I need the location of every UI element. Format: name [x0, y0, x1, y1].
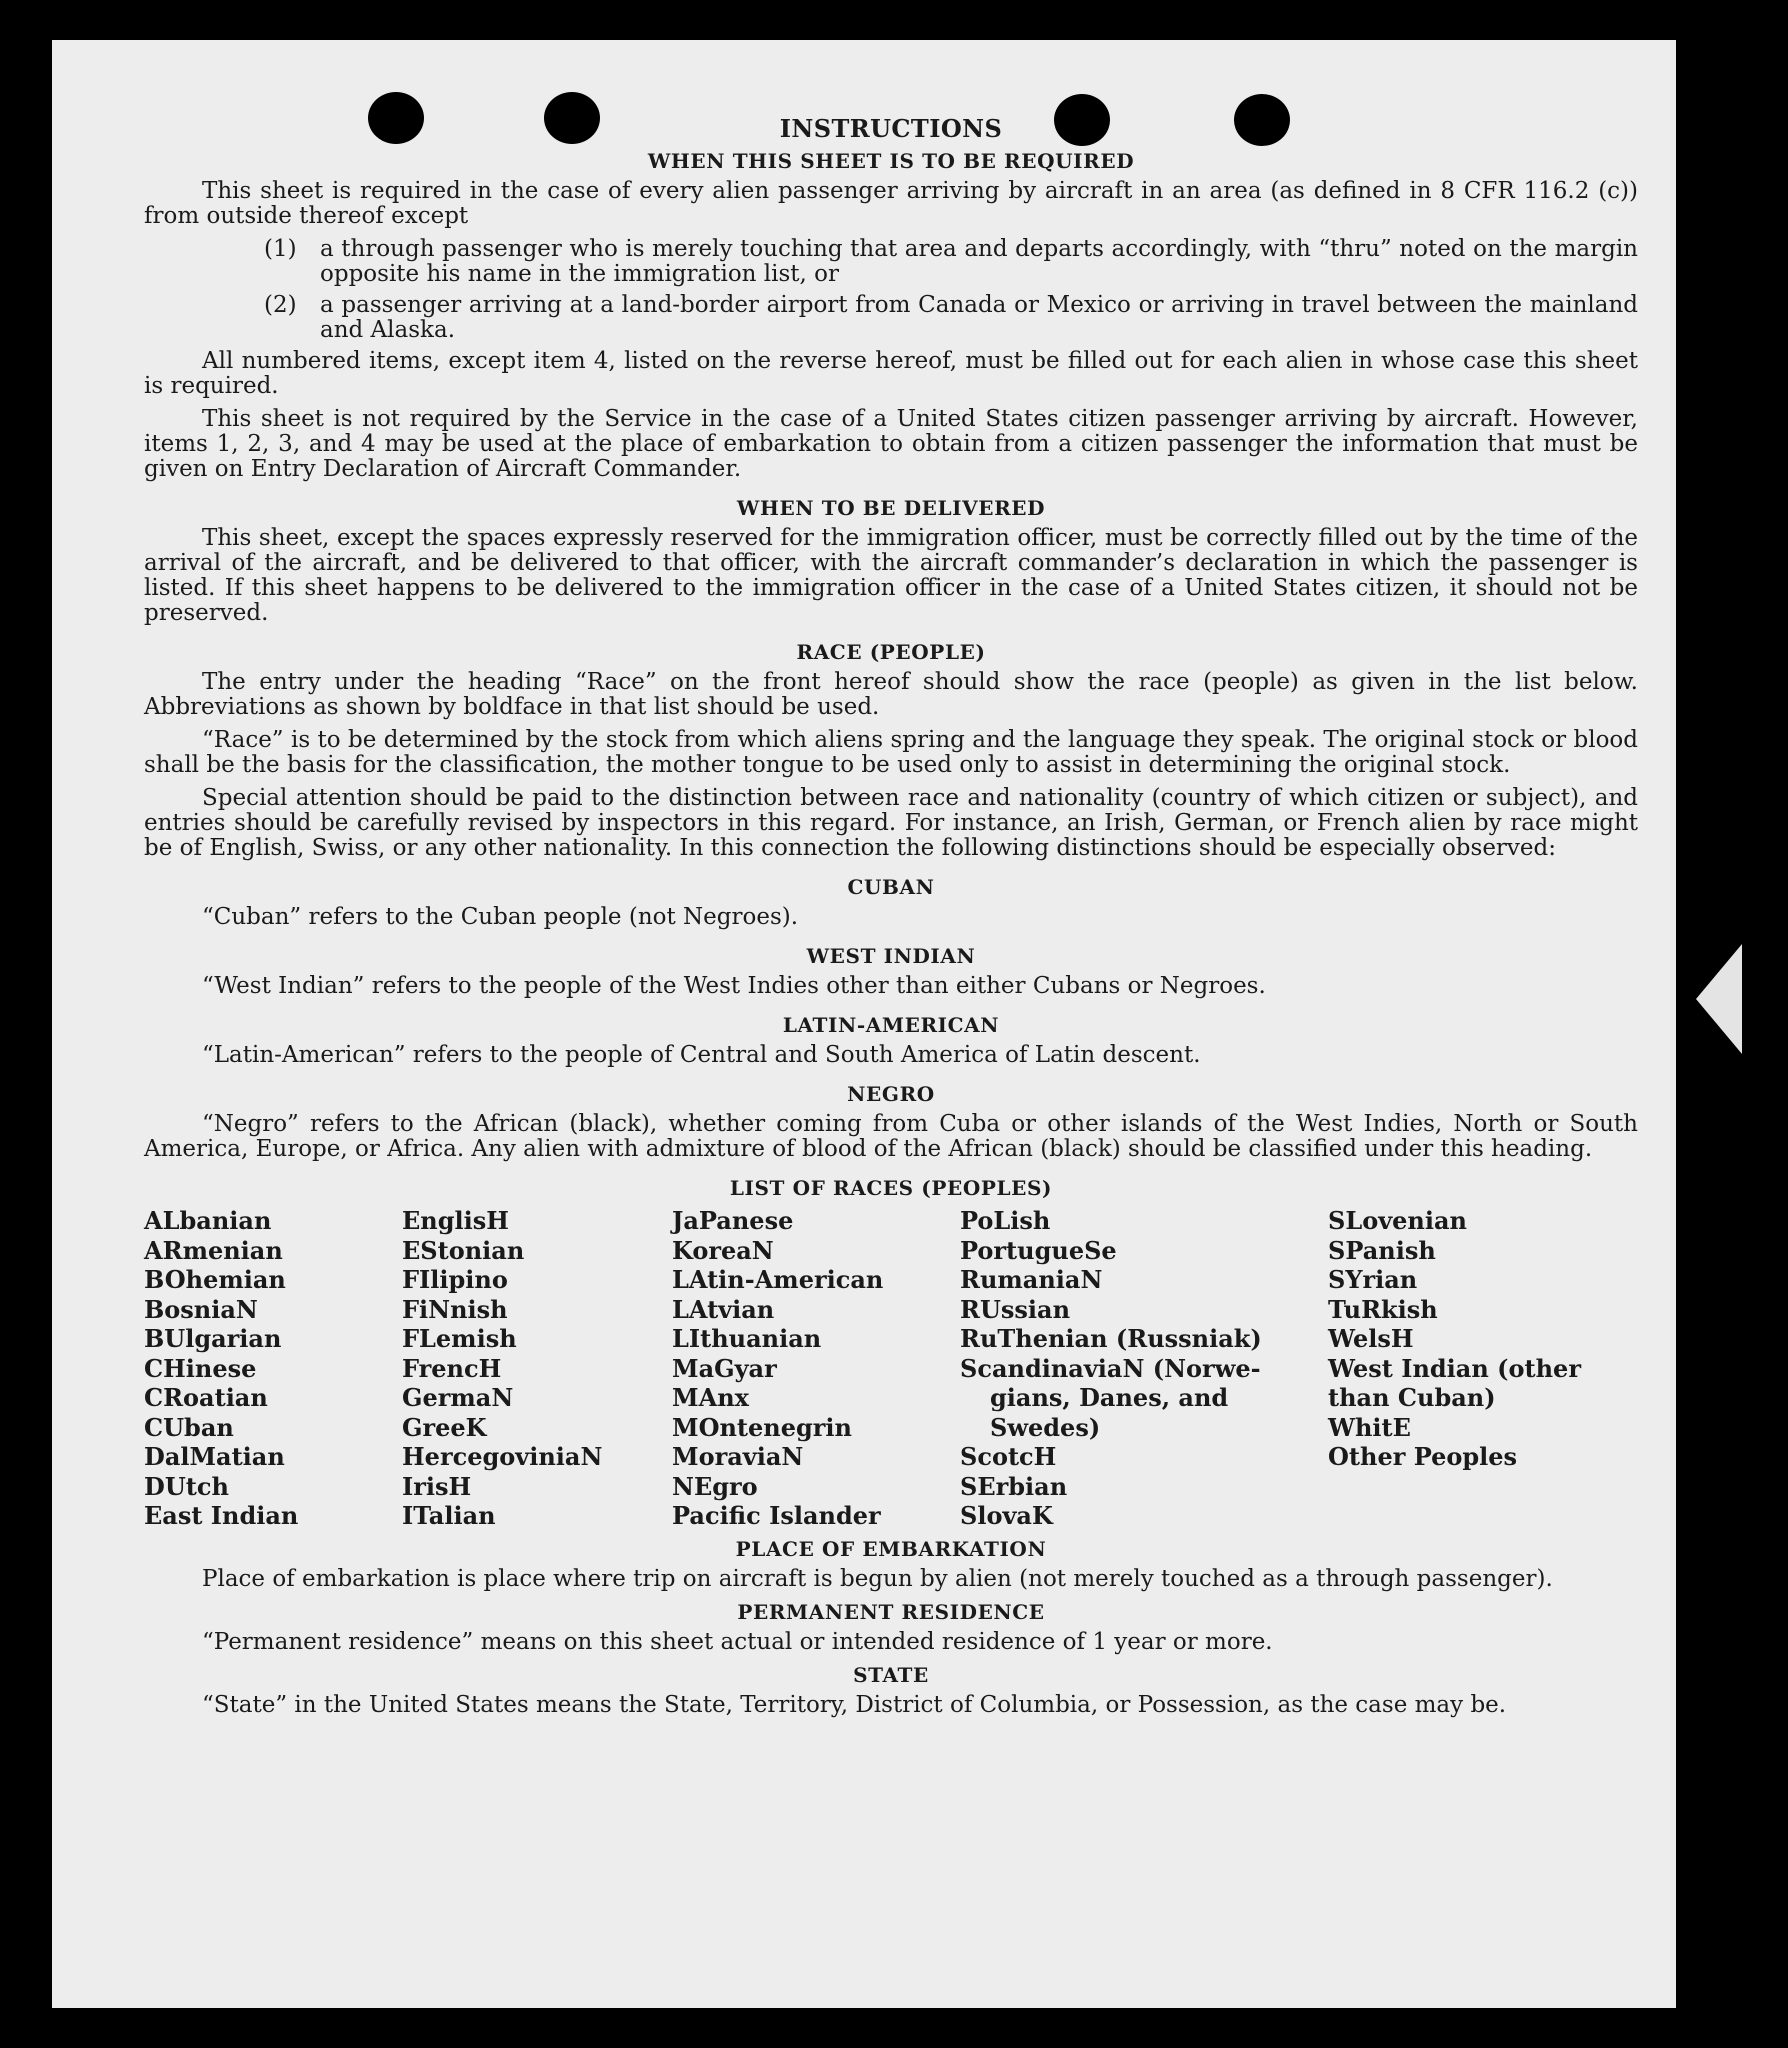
race-entry: BUlgarian [144, 1324, 282, 1353]
race-entry: JaPanese [672, 1206, 794, 1235]
race-entry: DalMatian [144, 1442, 285, 1471]
race-entry: MAnx [672, 1383, 749, 1412]
race-entry: LIthuanian [672, 1324, 822, 1353]
section-heading-required: WHEN THIS SHEET IS TO BE REQUIRED [647, 149, 1135, 173]
residence-paragraph: “Permanent residence” means on this sheet actual or intended residence of 1 year or more. [202, 1628, 1273, 1655]
race-entry: RuThenian (Russniak) [960, 1324, 1262, 1353]
race-entry: SPanish [1328, 1235, 1436, 1265]
page-title: INSTRUCTIONS [779, 114, 1003, 143]
required-intro: This sheet is required in the case of every alien passenger arriving by aircraft in an area (as defined in 8 CFR 116.2 (c)) from outside thereof except [144, 178, 1638, 229]
races-list [144, 1206, 1638, 1531]
exception-item [264, 237, 1638, 287]
race-entry: Other Peoples [1328, 1442, 1518, 1471]
race-entry: than Cuban) [1328, 1383, 1496, 1412]
race-entry: RUssian [960, 1294, 1071, 1324]
section-heading-state: STATE [853, 1662, 929, 1687]
race-entry: TuRkish [1328, 1294, 1438, 1324]
race-entry: HercegoviniaN [402, 1442, 603, 1471]
section-heading-cuban: CUBAN [847, 875, 935, 899]
exception-item [264, 293, 1638, 343]
race-entry: NEgro [672, 1471, 758, 1501]
race-entry: FrencH [402, 1353, 502, 1383]
section-heading-embarkation: PLACE OF EMBARKATION [735, 1536, 1047, 1561]
race-entry: FiNnish [402, 1294, 508, 1324]
race-paragraph-3: Special attention should be paid to the distinction between race and nationality (country of which citizen or subject), and entries should be carefully revised by inspectors in this regard. For instance, an Irish, German, or French alien by race might be of English, Swiss, or any other nationality. In this connection the following distinctions should be especially observed: [144, 785, 1638, 861]
race-entry: EnglisH [402, 1206, 509, 1235]
negro-paragraph: “Negro” refers to the African (black), whether coming from Cuba or other islands of the West Indies, North or South America, Europe, or Africa. Any alien with admixture of blood of the African (black) should be classified under this heading. [144, 1111, 1638, 1162]
race-entry: LAtin-American [672, 1265, 884, 1294]
section-heading-latin-american: LATIN-AMERICAN [782, 1013, 1000, 1037]
document-page [52, 40, 1676, 2008]
delivered-paragraph: This sheet, except the spaces expressly reserved for the immigration officer, must be correctly filled out by the time of the arrival of the aircraft, and be delivered to that officer, with the aircraft commander’s declaration in which the passenger is listed. If this sheet happens to be delivered to the immigration officer in the case of a United States citizen, it should not be preserved. [144, 525, 1638, 626]
race-paragraph-2: “Race” is to be determined by the stock from which aliens spring and the language they speak. The original stock or blood shall be the basis for the classification, the mother tongue to be used only to assist in determining the original stock. [144, 727, 1638, 778]
race-entry: CHinese [144, 1353, 257, 1383]
exception-number: (1) [264, 236, 297, 262]
exception-text: a passenger arriving at a land-border airport from Canada or Mexico or arriving in travel between the mainland and Alaska. [320, 292, 1638, 343]
race-entry: MOntenegrin [672, 1412, 852, 1442]
race-entry: FLemish [402, 1324, 517, 1353]
race-entry: PortugueSe [960, 1235, 1117, 1265]
race-entry: MaGyar [672, 1353, 777, 1383]
west-indian-paragraph: “West Indian” refers to the people of the West Indies other than either Cubans or Negroes. [202, 973, 1266, 999]
race-entry: East Indian [144, 1501, 299, 1530]
race-entry: SlovaK [960, 1501, 1053, 1530]
race-entry: ARmenian [144, 1235, 283, 1265]
race-entry: BOhemian [144, 1265, 286, 1294]
race-paragraph-1: The entry under the heading “Race” on the front hereof should show the race (people) as given in the list below. Abbreviations as shown by boldface in that list should be used. [144, 669, 1638, 720]
race-entry: ScandinaviaN (Norwe- [960, 1353, 1261, 1383]
race-entry: ITalian [402, 1501, 496, 1530]
race-entry: IrisH [402, 1471, 472, 1501]
embarkation-paragraph: Place of embarkation is place where trip on aircraft is begun by alien (not merely touched as a through passenger). [202, 1565, 1553, 1592]
section-heading-west-indian: WEST INDIAN [806, 944, 976, 968]
race-entry: KoreaN [672, 1235, 774, 1265]
cuban-paragraph: “Cuban” refers to the Cuban people (not Negroes). [202, 904, 799, 930]
latin-american-paragraph: “Latin-American” refers to the people of Central and South America of Latin descent. [202, 1042, 1201, 1068]
exception-text: a through passenger who is merely touching that area and departs accordingly, with “thru” noted on the margin opposite his name in the immigration list, or [320, 236, 1638, 287]
race-entry: SYrian [1328, 1265, 1418, 1294]
state-paragraph: “State” in the United States means the State, Territory, District of Columbia, or Possession, as the case may be. [202, 1691, 1507, 1718]
race-entry: gians, Danes, and [990, 1383, 1229, 1412]
race-entry: MoraviaN [672, 1442, 804, 1471]
race-entry: RumaniaN [960, 1265, 1103, 1294]
race-entry: Pacific Islander [672, 1501, 881, 1530]
races-column [960, 1206, 1328, 1531]
race-entry: GermaN [402, 1383, 514, 1412]
required-paragraph-3: This sheet is not required by the Service in the case of a United States citizen passenger arriving by aircraft. However, items 1, 2, 3, and 4 may be used at the place of embarkation to obtain from a citizen passenger the information that must be given on Entry Declaration of Aircraft Commander. [144, 406, 1638, 482]
race-entry: CRoatian [144, 1383, 268, 1412]
section-heading-race: RACE (PEOPLE) [796, 640, 986, 664]
section-heading-delivered: WHEN TO BE DELIVERED [736, 496, 1046, 520]
races-column [144, 1206, 402, 1531]
instructions-content [144, 114, 1638, 1726]
race-entry: ScotcH [960, 1442, 1057, 1471]
race-entry: PoLish [960, 1206, 1051, 1235]
race-entry: GreeK [402, 1412, 487, 1442]
race-entry: LAtvian [672, 1294, 775, 1324]
race-entry: WhitE [1328, 1412, 1411, 1442]
races-column [672, 1206, 960, 1531]
race-entry: West Indian (other [1328, 1353, 1581, 1383]
race-entry: SLovenian [1328, 1206, 1467, 1235]
required-paragraph-2: All numbered items, except item 4, listed on the reverse hereof, must be filled out for each alien in whose case this sheet is required. [144, 348, 1638, 399]
section-heading-races-list: LIST OF RACES (PEOPLES) [729, 1176, 1053, 1200]
race-entry: SErbian [960, 1471, 1068, 1501]
section-heading-residence: PERMANENT RESIDENCE [737, 1599, 1045, 1624]
race-entry: DUtch [144, 1471, 229, 1501]
races-column [402, 1206, 672, 1531]
race-entry: ALbanian [144, 1206, 272, 1235]
exception-number: (2) [264, 292, 297, 318]
race-entry: EStonian [402, 1235, 525, 1265]
section-heading-negro: NEGRO [847, 1082, 935, 1106]
race-entry: BosniaN [144, 1294, 258, 1324]
race-entry: Swedes) [990, 1412, 1101, 1442]
race-entry: FIlipino [402, 1265, 508, 1294]
race-entry: CUban [144, 1412, 234, 1442]
page-tab-shape [1696, 944, 1742, 1054]
races-column [1328, 1206, 1638, 1531]
race-entry: WelsH [1328, 1324, 1414, 1353]
